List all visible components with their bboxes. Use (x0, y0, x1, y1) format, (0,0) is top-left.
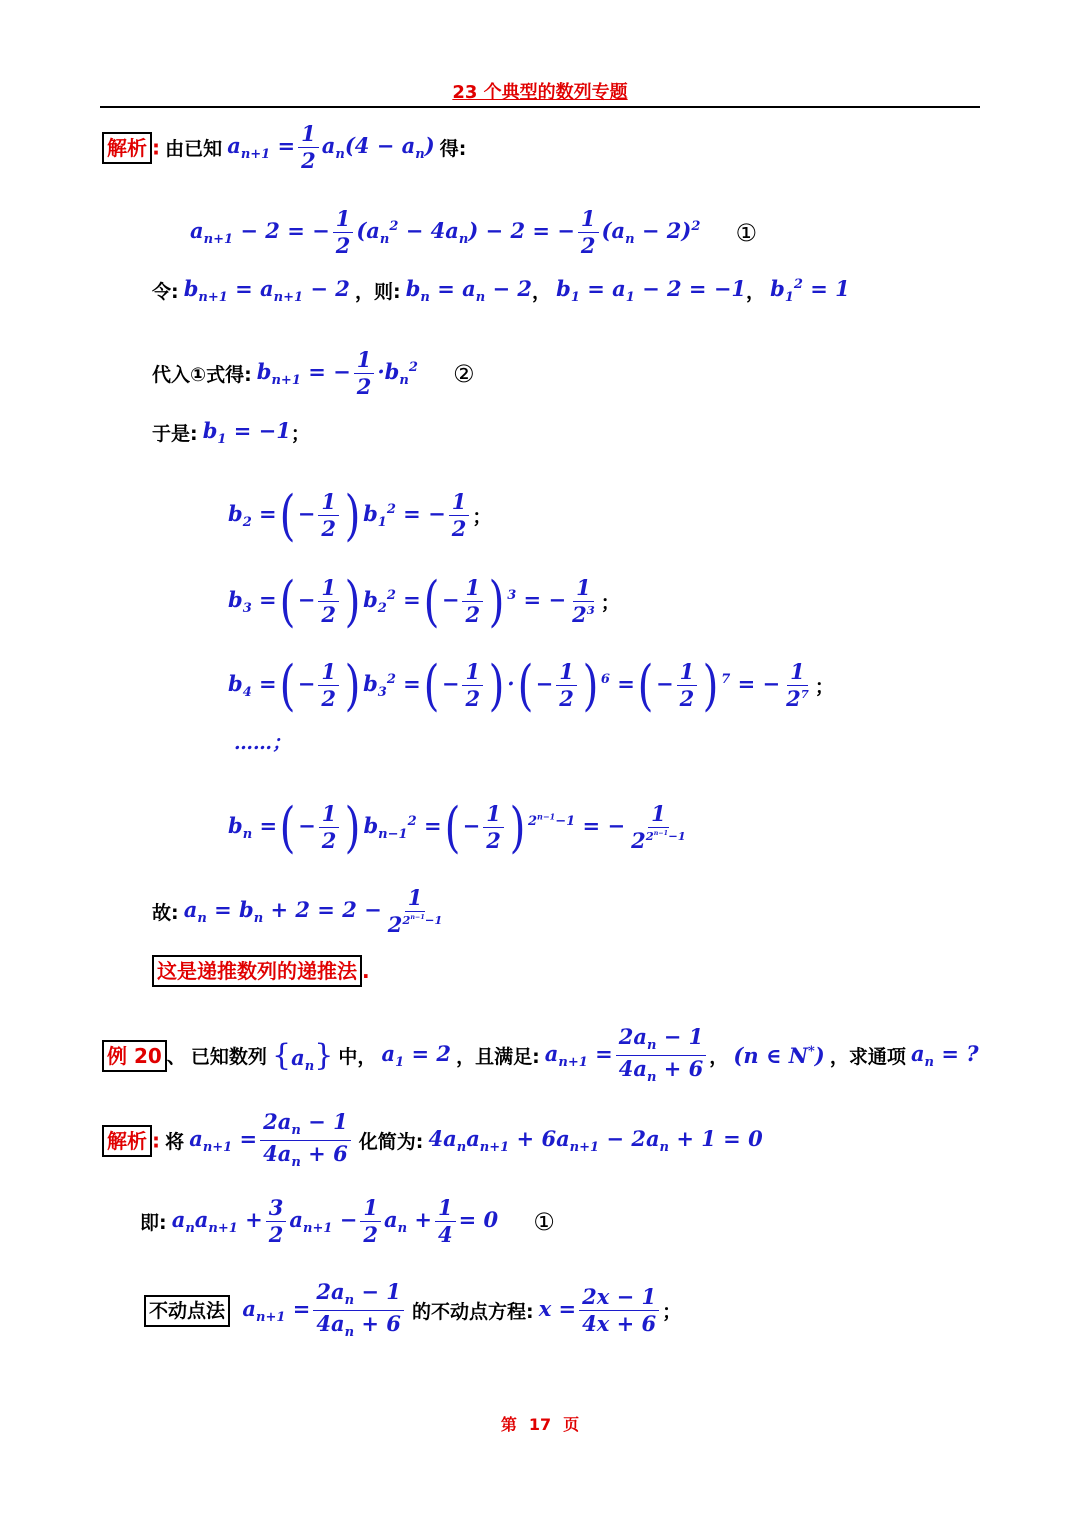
page-footer (0, 1412, 1080, 1435)
let-text: 令: (152, 281, 179, 304)
document-header-title: 23 个典型的数列专题 (452, 82, 628, 103)
colon: : (152, 1128, 160, 1153)
b4-formula: $b_4$ =( − $\frac{1}{2}$ ) $b_3^2$ =( − $\frac{1}{2}$ ) ·( − $\frac{1}{2}$ ) $^6$ =( − $\frac{1}{2}$ ) $^7$ = − $\frac{1}{2^7}$ (228, 653, 809, 717)
semicolon: ； (600, 592, 620, 615)
solution-2-label-box: 解析 (102, 1125, 152, 1157)
simplified-equation: $4a_na_{n+1} + 6a_{n+1} - 2a_n + 1 = 0$ (428, 1126, 763, 1156)
an-result: $a_n = b_n + 2 = 2$ − $\frac{1}{2^{2^{n-1}-1}}$ (183, 885, 443, 938)
substitute-text: 代入①式得: (152, 364, 252, 387)
find-text: ，求通项 (829, 1046, 906, 1069)
b1-value: $b_1 = a_1 - 2 = -1$ (556, 276, 747, 306)
transformed-equation-line (190, 207, 757, 267)
recurrence-to-simplify: $a_{n+1}$ = $\frac{2a_n - 1}{4a_n + 6}$ (189, 1126, 354, 1151)
fixed-point-line (144, 1280, 681, 1340)
bn-line (228, 795, 692, 862)
recurrence-formula: $a_{n+1}$ = $\frac{1}{2}$ $a_n(4 - a_n)$ (227, 121, 435, 174)
substitution-line (152, 276, 850, 336)
b3-formula: $b_3$ =( − $\frac{1}{2}$ ) $b_2^2$ =( − $\frac{1}{2}$ ) $^3$ = − $\frac{1}{2^3}$ (228, 569, 595, 633)
semicolon: ； (290, 423, 310, 446)
semicolon: ； (662, 1301, 682, 1324)
comma: ， (709, 1046, 729, 1069)
b3-line (228, 569, 620, 636)
fixed-point-label-box: 不动点法 (144, 1295, 230, 1327)
obtain-text: 得: (439, 138, 467, 161)
colon: : (152, 135, 160, 160)
given-sequence-text: 已知数列 (190, 1046, 267, 1069)
equivalent-equation: $a_na_{n+1}$ + $\frac{3}{2}$ $a_{n+1}$ − $\frac{1}{2}$ $a_n$ + $\frac{1}{4}$ = 0 (171, 1195, 499, 1248)
equation-marker-2: ② (452, 359, 475, 388)
bn-def: $b_n = a_n - 2$ (405, 276, 533, 306)
fixed-point-recurrence: $a_{n+1}$ = $\frac{2a_n - 1}{4a_n + 6}$ (235, 1296, 407, 1321)
solution-intro-line (102, 122, 466, 182)
ellipsis: ……； (234, 732, 292, 754)
satisfy-text: ，且满足: (456, 1046, 540, 1069)
page-number: 17 (528, 1415, 552, 1434)
given-text: 由已知 (165, 138, 223, 161)
transformed-equation: $a_{n+1} - 2$ = − $\frac{1}{2}$ $(a_n^2 - 4a_n) - 2$ = − $\frac{1}{2}$ $(a_n - 2)^2$ (190, 206, 701, 259)
example-20-line (102, 1025, 979, 1085)
semicolon: ； (814, 676, 834, 699)
namely-text: 即: (140, 1212, 167, 1235)
footer-prefix: 第 (500, 1415, 517, 1434)
b2-line (228, 483, 492, 550)
substitute-into-line (152, 348, 475, 408)
fixed-point-equation: x = $\frac{2x - 1}{4x + 6}$ (539, 1296, 662, 1321)
method-note-box: 这是递推数列的递推法 (152, 955, 362, 987)
ellipsis-line (234, 728, 291, 788)
therefore-text: 故: (152, 902, 179, 925)
comma: ， (532, 281, 552, 304)
b2-formula: $b_2$ =( − $\frac{1}{2}$ ) $b_1^2$ = − $\frac{1}{2}$ (228, 501, 472, 526)
b4-line (228, 653, 834, 720)
fixed-point-equation-text: 的不动点方程: (412, 1301, 534, 1324)
substitution-def: $b_{n+1} = a_{n+1} - 2$ (183, 276, 350, 306)
equation-marker-1b: ① (533, 1207, 555, 1236)
example-label-box: 例 20 (102, 1040, 167, 1072)
semicolon: ； (472, 506, 492, 529)
in-text: 中， (338, 1046, 377, 1069)
b-recurrence: $b_{n+1}$ = − $\frac{1}{2}$ $\cdot b_n^2$ (256, 347, 418, 400)
then-text: ，则: (355, 281, 401, 304)
thus-line (152, 418, 310, 478)
an-question: $a_n$ = ? (910, 1041, 979, 1071)
domain-condition: (n ∈ N*) (733, 1043, 825, 1069)
take-text: 将 (165, 1131, 185, 1154)
header-rule (100, 106, 980, 108)
equivalent-line (140, 1196, 555, 1256)
a1-value: $a_1 = 2$ (381, 1041, 451, 1071)
footer-suffix: 页 (563, 1415, 580, 1434)
example-recurrence: $a_{n+1}$ = $\frac{2a_n - 1}{4a_n + 6}$ (545, 1041, 710, 1066)
therefore-line (152, 886, 448, 946)
sequence-an: $\{a_n\}$ (272, 1037, 334, 1074)
bn-formula: $b_n$ =( − $\frac{1}{2}$ ) $b_{n-1}^2$ =( − $\frac{1}{2}$ ) $^{2^{n-1}-1}$ = − $\frac{1}{2^{2^{n-1}-1}}$ (228, 795, 686, 859)
b1-squared: $b_1^2 = 1$ (770, 276, 850, 306)
comma: ， (746, 281, 766, 304)
thus-text: 于是: (152, 423, 198, 446)
b1-result: $b_1 = -1$ (202, 418, 291, 448)
period: . (362, 959, 370, 983)
solution-label-box: 解析 (102, 132, 152, 164)
dun: 、 (166, 1046, 186, 1069)
equation-marker-1: ① (735, 218, 757, 247)
solution-2-line (102, 1110, 763, 1170)
method-note-line (152, 955, 370, 1015)
simplify-text: 化简为: (358, 1131, 424, 1154)
